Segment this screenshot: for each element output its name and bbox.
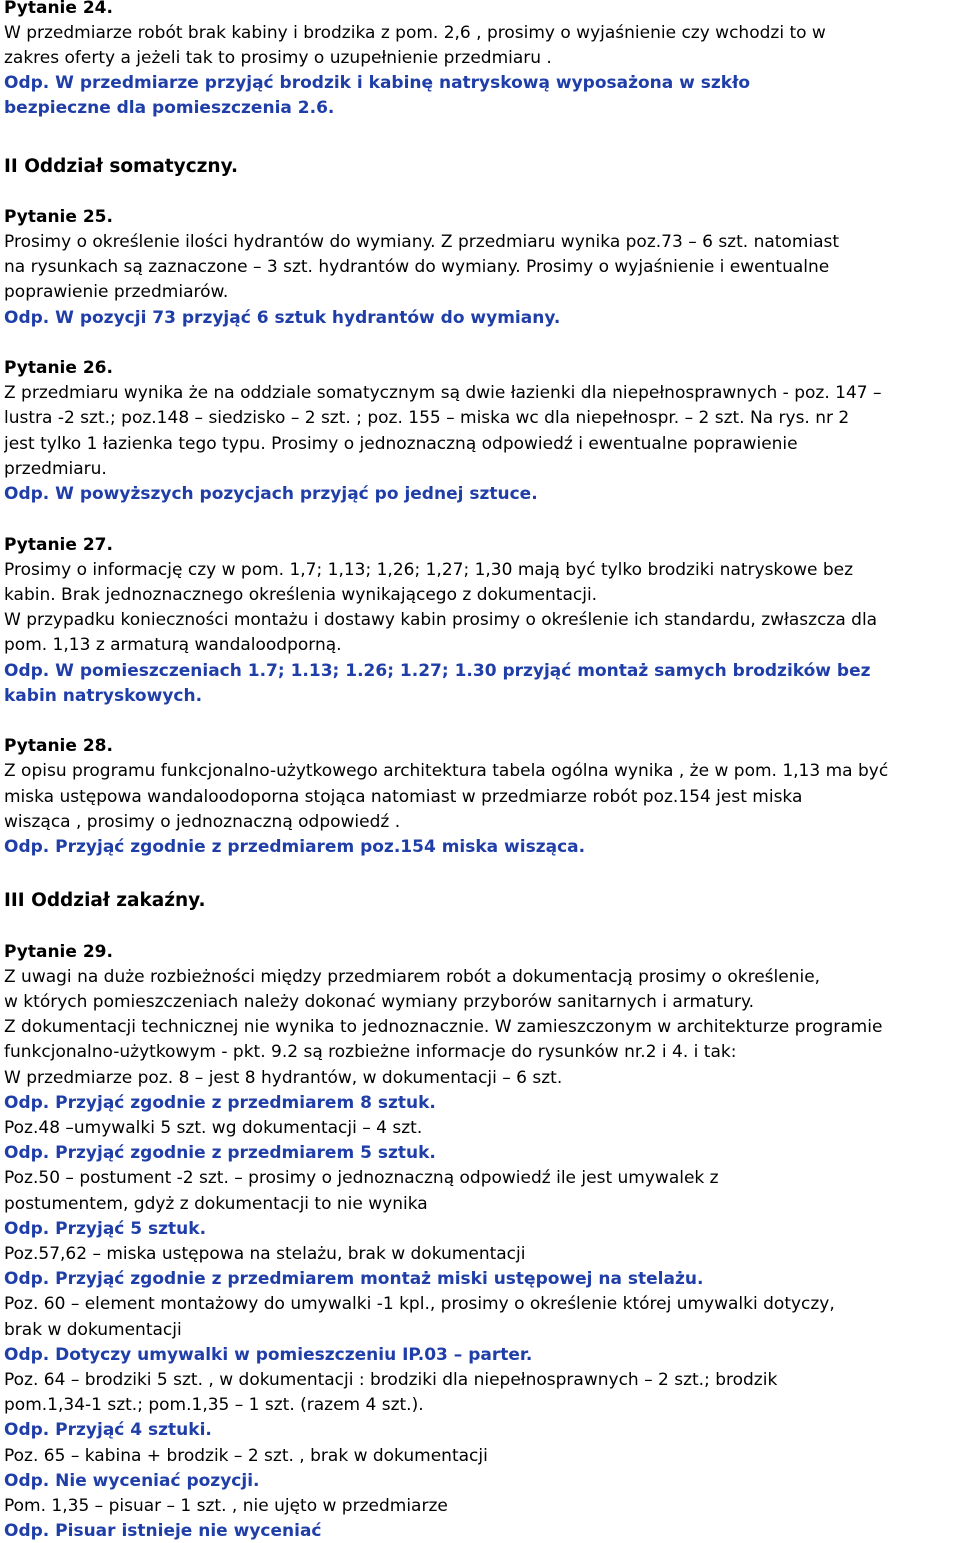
pytanie-24-answer-line: bezpieczne dla pomieszczenia 2.6.	[4, 98, 335, 118]
pytanie-29-text-line: Z uwagi na duże rozbieżności między przedmiarem robót a dokumentacją prosimy o określenie,	[4, 967, 821, 987]
pytanie-26-text-line: lustra -2 szt.; poz.148 – siedzisko – 2 szt. ; poz. 155 – miska wc dla niepełnospr. – 2 szt. Na rys. nr 2	[4, 408, 850, 428]
pytanie-29-item-answer: Odp. Przyjąć zgodnie z przedmiarem 5 sztuk.	[4, 1143, 436, 1163]
pytanie-27-text-line: Prosimy o informację czy w pom. 1,7; 1,13; 1,26; 1,27; 1,30 mają być tylko brodziki natryskowe bez	[4, 560, 854, 580]
pytanie-26-text-line: Z przedmiaru wynika że na oddziale somatycznym są dwie łazienki dla niepełnosprawnych - poz. 147 –	[4, 383, 882, 403]
pytanie-24-text-line: W przedmiarze robót brak kabiny i brodzika z pom. 2,6 , prosimy o wyjaśnienie czy wchodzi to w	[4, 23, 826, 43]
pytanie-27-answer-line: kabin natryskowych.	[4, 686, 203, 706]
pytanie-27-answer-line: Odp. W pomieszczeniach 1.7; 1.13; 1.26; 1.27; 1.30 przyjąć montaż samych brodzików bez	[4, 661, 871, 681]
pytanie-29-item-answer: Odp. Pisuar istnieje nie wyceniać	[4, 1521, 322, 1541]
pytanie-27-text-line: W przypadku konieczności montażu i dostawy kabin prosimy o określenie ich standardu, zwłaszcza dla	[4, 610, 878, 630]
pytanie-29-item-answer: Odp. Przyjąć zgodnie z przedmiarem montaż miski ustępowej na stelażu.	[4, 1269, 704, 1289]
pytanie-29-item-question: brak w dokumentacji	[4, 1320, 182, 1340]
pytanie-29-item-question: Poz.50 – postument -2 szt. – prosimy o jednoznaczną odpowiedź ile jest umywalek z	[4, 1168, 719, 1188]
pytanie-29-item-question: Poz.48 –umywalki 5 szt. wg dokumentacji – 4 szt.	[4, 1118, 423, 1138]
pytanie-29-text-line: funkcjonalno-użytkowym - pkt. 9.2 są rozbieżne informacje do rysunków nr.2 i 4. i tak:	[4, 1042, 737, 1062]
pytanie-25-text-line: Prosimy o określenie ilości hydrantów do wymiany. Z przedmiaru wynika poz.73 – 6 szt. natomiast	[4, 232, 840, 252]
pytanie-29-item-question: W przedmiarze poz. 8 – jest 8 hydrantów, w dokumentacji – 6 szt.	[4, 1068, 563, 1088]
pytanie-29-item-answer: Odp. Przyjąć 4 sztuki.	[4, 1420, 212, 1440]
pytanie-29-item-question: postumentem, gdyż z dokumentacji to nie wynika	[4, 1194, 428, 1214]
pytanie-25-heading: Pytanie 25.	[4, 207, 113, 227]
pytanie-29-item-question: pom.1,34-1 szt.; pom.1,35 – 1 szt. (razem 4 szt.).	[4, 1395, 424, 1415]
pytanie-29-item-answer: Odp. Dotyczy umywalki w pomieszczeniu IP.03 – parter.	[4, 1345, 533, 1365]
pytanie-26-text-line: jest tylko 1 łazienka tego typu. Prosimy o jednoznaczną odpowiedź i ewentualne poprawienie	[4, 434, 798, 454]
pytanie-27-text-line: pom. 1,13 z armaturą wandaloodporną.	[4, 635, 342, 655]
pytanie-26-answer: Odp. W powyższych pozycjach przyjąć po jednej sztuce.	[4, 484, 538, 504]
pytanie-28-answer: Odp. Przyjąć zgodnie z przedmiarem poz.154 miska wisząca.	[4, 837, 586, 857]
pytanie-28-text-line: miska ustępowa wandaloodoporna stojąca natomiast w przedmiarze robót poz.154 jest miska	[4, 787, 803, 807]
pytanie-27-text-line: kabin. Brak jednoznacznego określenia wynikającego z dokumentacji.	[4, 585, 598, 605]
pytanie-28-heading: Pytanie 28.	[4, 736, 113, 756]
pytanie-29-item-answer: Odp. Nie wyceniać pozycji.	[4, 1471, 260, 1491]
pytanie-29-item-question: Pom. 1,35 – pisuar – 1 szt. , nie ujęto w przedmiarze	[4, 1496, 448, 1516]
pytanie-25-answer: Odp. W pozycji 73 przyjąć 6 sztuk hydrantów do wymiany.	[4, 308, 561, 328]
pytanie-29-item-question: Poz.57,62 – miska ustępowa na stelażu, brak w dokumentacji	[4, 1244, 526, 1264]
pytanie-29-item-answer: Odp. Przyjąć 5 sztuk.	[4, 1219, 207, 1239]
pytanie-29-item-answer: Odp. Przyjąć zgodnie z przedmiarem 8 sztuk.	[4, 1093, 436, 1113]
pytanie-28-text-line: Z opisu programu funkcjonalno-użytkowego architektura tabela ogólna wynika , że w pom. 1,13 ma być	[4, 761, 889, 781]
pytanie-29-item-question: Poz. 65 – kabina + brodzik – 2 szt. , brak w dokumentacji	[4, 1446, 488, 1466]
section-heading-iii: III Oddział zakaźny.	[4, 890, 206, 911]
section-heading-ii: II Oddział somatyczny.	[4, 156, 238, 177]
pytanie-27-heading: Pytanie 27.	[4, 535, 113, 555]
answer-prefix: Odp.	[4, 73, 50, 93]
pytanie-24-heading: Pytanie 24.	[4, 0, 113, 18]
pytanie-29-text-line: w których pomieszczeniach należy dokonać wymiany przyborów sanitarnych i armatury.	[4, 992, 754, 1012]
pytanie-25-text-line: na rysunkach są zaznaczone – 3 szt. hydrantów do wymiany. Prosimy o wyjaśnienie i ewentualne	[4, 257, 830, 277]
pytanie-29-item-question: Poz. 60 – element montażowy do umywalki -1 kpl., prosimy o określenie której umywalki dotyczy,	[4, 1294, 835, 1314]
pytanie-28-text-line: wisząca , prosimy o jednoznaczną odpowiedź .	[4, 812, 401, 832]
pytanie-26-text-line: przedmiaru.	[4, 459, 107, 479]
pytanie-29-heading: Pytanie 29.	[4, 942, 113, 962]
pytanie-29-text-line: Z dokumentacji technicznej nie wynika to jednoznacznie. W zamieszczonym w architekturze programie	[4, 1017, 883, 1037]
pytanie-25-text-line: poprawienie przedmiarów.	[4, 282, 229, 302]
pytanie-26-heading: Pytanie 26.	[4, 358, 113, 378]
pytanie-29-item-question: Poz. 64 – brodziki 5 szt. , w dokumentacji : brodziki dla niepełnosprawnych – 2 szt.; brodzik	[4, 1370, 778, 1390]
pytanie-24-answer-line	[4, 71, 956, 95]
answer-text: W przedmiarze przyjąć brodzik i kabinę natryskową wyposażona w szkło	[55, 73, 751, 93]
pytanie-24-text-line: zakres oferty a jeżeli tak to prosimy o uzupełnienie przedmiaru .	[4, 48, 552, 68]
